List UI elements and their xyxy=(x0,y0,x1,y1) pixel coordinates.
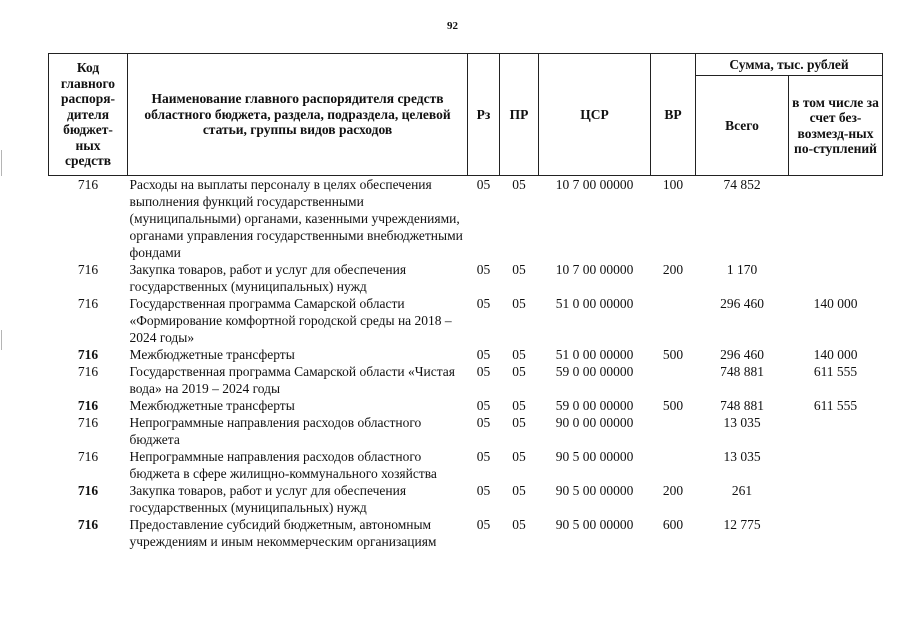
row-name: Закупка товаров, работ и услуг для обеспечения государственных (муниципальных) нужд xyxy=(129,262,407,294)
row-free xyxy=(789,516,883,550)
row-total: 261 xyxy=(731,483,753,498)
table-row xyxy=(49,176,883,262)
row-rz: 05 xyxy=(476,262,491,277)
header-pr: ПР xyxy=(500,54,539,176)
row-vr xyxy=(651,363,696,397)
row-total: 748 881 xyxy=(720,364,764,379)
header-vr: ВР xyxy=(651,54,696,176)
row-total: 13 035 xyxy=(723,415,761,430)
row-name: Государственная программа Самарской области «Чистая вода» на 2019 – 2024 годы xyxy=(129,364,456,396)
row-rz: 05 xyxy=(476,415,491,430)
row-name: Межбюджетные трансферты xyxy=(129,347,295,362)
row-csr: 51 0 00 00000 xyxy=(555,347,634,362)
row-rz: 05 xyxy=(476,177,491,192)
row-vr: 100 xyxy=(662,177,684,192)
row-csr: 90 5 00 00000 xyxy=(555,483,634,498)
scan-edge-mark xyxy=(1,330,2,350)
header-rz: Рз xyxy=(468,54,500,176)
page-number: 92 xyxy=(447,20,458,32)
table-row xyxy=(49,397,883,414)
row-pr: 05 xyxy=(512,483,526,498)
scan-edge-mark xyxy=(1,150,2,176)
row-pr: 05 xyxy=(512,398,526,413)
row-rz: 05 xyxy=(476,398,491,413)
row-csr: 10 7 00 00000 xyxy=(555,177,634,192)
row-code: 716 xyxy=(77,177,99,192)
row-total: 296 460 xyxy=(720,347,764,362)
row-name: Государственная программа Самарской области «Формирование комфортной городской среды на 2018 – 2024 годы» xyxy=(129,296,452,345)
header-code: Код главного распоря-дителя бюджет-ных средств xyxy=(49,54,128,176)
header-total: Всего xyxy=(696,76,789,176)
row-pr: 05 xyxy=(512,449,526,464)
row-total: 74 852 xyxy=(723,177,761,192)
row-pr: 05 xyxy=(512,262,526,277)
row-name: Предоставление субсидий бюджетным, автономным учреждениям и иным некоммерческим организациям xyxy=(129,517,437,549)
row-rz: 05 xyxy=(476,296,491,311)
row-rz: 05 xyxy=(476,347,491,362)
row-vr: 200 xyxy=(662,483,684,498)
row-code: 716 xyxy=(77,296,99,311)
row-vr xyxy=(651,448,696,482)
row-rz: 05 xyxy=(476,483,491,498)
row-total: 748 881 xyxy=(720,398,764,413)
row-pr: 05 xyxy=(512,347,526,362)
row-total: 13 035 xyxy=(723,449,761,464)
table-row xyxy=(49,516,883,550)
row-csr: 10 7 00 00000 xyxy=(555,262,634,277)
row-csr: 90 5 00 00000 xyxy=(555,449,634,464)
row-pr: 05 xyxy=(512,296,526,311)
row-pr: 05 xyxy=(512,517,526,532)
row-free: 140 000 xyxy=(813,296,858,311)
row-code: 716 xyxy=(77,398,99,413)
header-sum: Сумма, тыс. рублей xyxy=(696,54,883,76)
row-code: 716 xyxy=(77,364,99,379)
table-row xyxy=(49,295,883,346)
row-csr: 59 0 00 00000 xyxy=(555,398,634,413)
row-vr: 500 xyxy=(662,398,684,413)
header-free: в том числе за счет без-возмезд-ных по-ступлений xyxy=(789,76,883,176)
row-csr: 90 0 00 00000 xyxy=(555,415,634,430)
row-vr xyxy=(651,295,696,346)
table-row xyxy=(49,363,883,397)
row-total: 1 170 xyxy=(726,262,758,277)
row-total: 296 460 xyxy=(720,296,764,311)
header-csr: ЦСР xyxy=(539,54,651,176)
row-rz: 05 xyxy=(476,364,491,379)
budget-table xyxy=(48,53,883,550)
row-pr: 05 xyxy=(512,415,526,430)
row-code: 716 xyxy=(77,449,99,464)
table-row xyxy=(49,448,883,482)
row-name: Закупка товаров, работ и услуг для обеспечения государственных (муниципальных) нужд xyxy=(129,483,407,515)
row-free xyxy=(789,482,883,516)
row-rz: 05 xyxy=(476,449,491,464)
row-name: Непрограммные направления расходов областного бюджета xyxy=(129,415,422,447)
row-total: 12 775 xyxy=(723,517,761,532)
row-free: 140 000 xyxy=(813,347,858,362)
row-free: 611 555 xyxy=(813,398,858,413)
row-code: 716 xyxy=(77,262,99,277)
row-code: 716 xyxy=(77,415,99,430)
row-rz: 05 xyxy=(476,517,491,532)
row-vr: 600 xyxy=(662,517,684,532)
row-name: Непрограммные направления расходов областного бюджета в сфере жилищно-коммунального хозяйства xyxy=(129,449,437,481)
row-free xyxy=(789,176,883,262)
table-row xyxy=(49,414,883,448)
row-free: 611 555 xyxy=(813,364,858,379)
row-code: 716 xyxy=(77,517,99,532)
row-pr: 05 xyxy=(512,364,526,379)
table-row xyxy=(49,482,883,516)
row-csr: 51 0 00 00000 xyxy=(555,296,634,311)
row-code: 716 xyxy=(77,347,99,362)
row-vr: 500 xyxy=(662,347,684,362)
row-csr: 59 0 00 00000 xyxy=(555,364,634,379)
row-free xyxy=(789,448,883,482)
row-pr: 05 xyxy=(512,177,526,192)
table-row xyxy=(49,346,883,363)
row-free xyxy=(789,261,883,295)
row-vr: 200 xyxy=(662,262,684,277)
row-name: Межбюджетные трансферты xyxy=(129,398,295,413)
table-row xyxy=(49,261,883,295)
header-name: Наименование главного распорядителя средств областного бюджета, раздела, подраздела, целевой статьи, группы видов расходов xyxy=(128,54,468,176)
row-vr xyxy=(651,414,696,448)
row-free xyxy=(789,414,883,448)
row-name: Расходы на выплаты персоналу в целях обеспечения выполнения функций государственными (муниципальными) органами, казенными учреждениями, органами управления государственными внебюджетными фондами xyxy=(129,177,463,260)
row-code: 716 xyxy=(77,483,99,498)
row-csr: 90 5 00 00000 xyxy=(555,517,634,532)
